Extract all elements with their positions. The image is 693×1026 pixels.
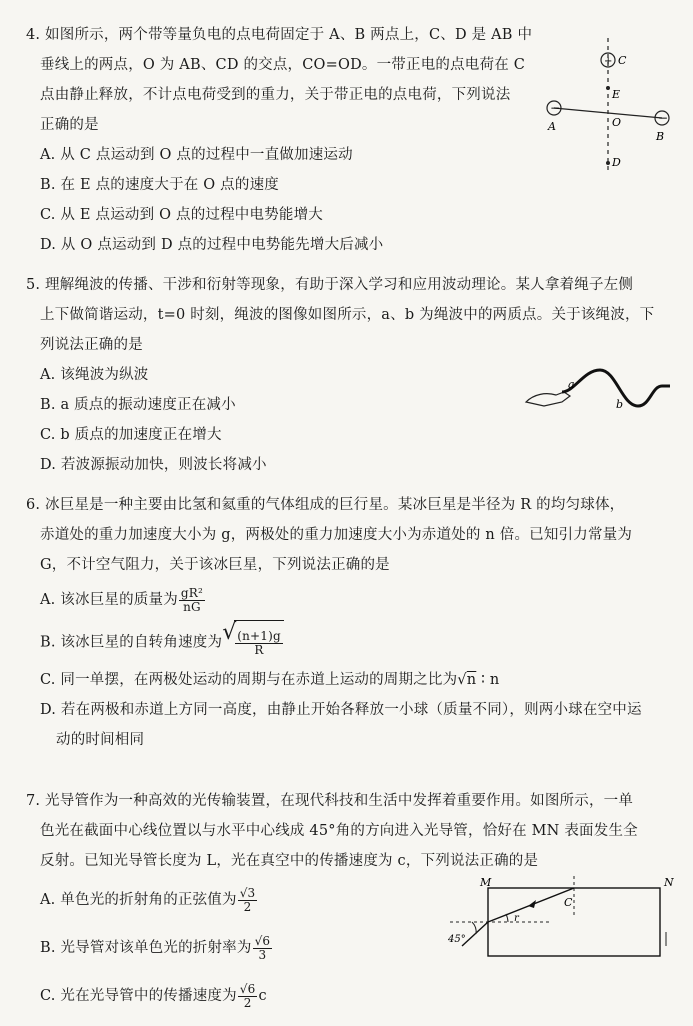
q4-label-d: D [612,156,621,169]
q6-option-c-radicand: n [466,672,477,688]
q5-label-b: b [616,398,624,411]
svg-text:−: − [550,101,561,115]
q7-option-c-text: C. 光在光导管中的传播速度为 [40,988,237,1004]
q4-stem-line-2: 垂线上的两点，O 为 AB、CD 的交点，CO=OD。一带正电的点电荷在 C [40,57,526,73]
svg-text:+: + [604,56,613,67]
q4-label-e: E [612,88,621,101]
q7-option-b-denominator: 3 [258,947,267,962]
q7-stem-line-3: 反射。已知光导管长度为 L，光在真空中的传播速度为 c，下列说法正确的是 [40,853,539,869]
q6-option-b-denominator: R [254,642,264,657]
question-4 [26,20,532,260]
q7-label-n: N [664,876,674,889]
q4-point-d [606,161,610,165]
q6-option-a [26,580,642,620]
q6-option-c: C. 同一单摆，在两极处运动的周期与在赤道上运动的周期之比为√n ∶ n [40,672,500,688]
q4-label-a: A [548,120,556,133]
q7-label-r: r [514,913,519,924]
q6-option-a-text: A. 该冰巨星的质量为 [40,592,178,608]
q5-option-b: B. a 质点的振动速度正在减小 [40,397,236,413]
q4-stem-line-1: 4. 如图所示，两个带等量负电的点电荷固定于 A、B 两点上，C、D 是 AB 中 [26,27,533,43]
q6-option-b [26,620,642,665]
q5-stem-line-1: 5. 理解绳波的传播、干涉和衍射等现象，有助于深入学习和应用波动理论。某人拿着绳子左侧 [26,277,634,293]
q6-option-c-text: C. 同一单摆，在两极处运动的周期与在赤道上运动的周期之比为 [40,672,458,688]
q6-stem-line-3: G，不计空气阻力，关于该冰巨星，下列说法正确的是 [40,557,390,573]
q7-label-45deg: 45° [448,934,466,945]
q7-option-a-numerator: √3 [239,885,256,900]
q6-option-a-fraction [179,587,205,614]
q4-figure [540,38,680,188]
q7-option-b-numerator: √6 [254,933,271,948]
q4-option-a: A. 从 C 点运动到 O 点的过程中一直做加速运动 [40,147,353,163]
q6-option-a-denominator: nG [183,599,201,614]
q7-option-a-denominator: 2 [243,899,252,914]
q5-option-c: C. b 质点的加速度正在增大 [40,427,222,443]
q4-stem-line-4: 正确的是 [40,117,99,133]
q6-option-b-text: B. 该冰巨星的自转角速度为 [40,634,223,651]
q5-label-a: a [568,378,575,391]
q4-stem-line-3: 点由静止释放，不计点电荷受到的重力，关于带正电的点电荷，下列说法 [40,87,511,103]
q6-option-b-numerator: (n+1)g [237,628,281,643]
q7-option-b-text: B. 光导管对该单色光的折射率为 [40,940,252,956]
q7-figure [440,876,680,966]
q4-point-e [606,86,610,90]
q7-stem-line-1: 7. 光导管作为一种高效的光传输装置，在现代科技和生活中发挥着重要作用。如图所示，一单 [26,793,634,809]
question-6 [26,490,642,755]
q5-option-d: D. 若波源振动加快，则波长将减小 [40,457,267,473]
q7-option-c-denominator: 2 [243,995,252,1010]
q5-stem-line-3: 列说法正确的是 [40,337,143,353]
q6-stem-line-1: 6. 冰巨星是一种主要由比氢和氦重的气体组成的巨行星。某冰巨星是半径为 R 的均匀球体， [26,497,625,513]
q5-figure [522,362,672,422]
q7-option-c-suffix: c [258,988,267,1004]
q6-option-b-sqrt: √ $\frac{(n+1)g}{R}$ [222,620,284,665]
q4-option-c: C. 从 E 点运动到 O 点的过程中电势能增大 [40,207,324,223]
q4-option-b: B. 在 E 点的速度大于在 O 点的速度 [40,177,279,193]
q7-option-a-text: A. 单色光的折射角的正弦值为 [40,892,237,908]
q7-ray-arrow [528,900,536,908]
q6-stem-line-2: 赤道处的重力加速度大小为 g，两极处的重力加速度大小为赤道处的 n 倍。已知引力常量为 [40,527,633,543]
q7-label-c: C [564,896,573,909]
q7-option-c [26,972,638,1020]
q5-option-a: A. 该绳波为纵波 [40,367,149,383]
q6-option-d-line-1: D. 若在两极和赤道上方同一高度，由静止开始各释放一小球（质量不同），则两小球在空中运 [40,702,642,718]
q4-ab-line [554,108,662,118]
q7-option-c-numerator: √6 [239,981,256,996]
hand-icon [526,392,570,406]
q5-rope-wave [562,370,662,406]
q7-label-m: M [480,876,492,889]
q6-option-c-suffix: ∶ n [476,672,500,688]
q4-option-d: D. 从 O 点运动到 D 点的过程中电势能先增大后减小 [40,237,384,253]
q4-label-b: B [656,130,665,143]
q4-label-c: C [618,54,627,67]
q6-option-a-numerator: gR² [180,585,204,600]
q4-label-o: O [612,116,622,129]
q6-option-d-line-2: 动的时间相同 [56,732,145,748]
q7-stem-line-2: 色光在截面中心线位置以与水平中心线成 45°角的方向进入光导管，恰好在 MN 表面发生全 [40,823,638,839]
q5-stem-line-2: 上下做简谐运动，t=0 时刻，绳波的图像如图所示，a、b 为绳波中的两质点。关于该绳波，下 [40,307,655,323]
svg-text:−: − [658,111,669,125]
